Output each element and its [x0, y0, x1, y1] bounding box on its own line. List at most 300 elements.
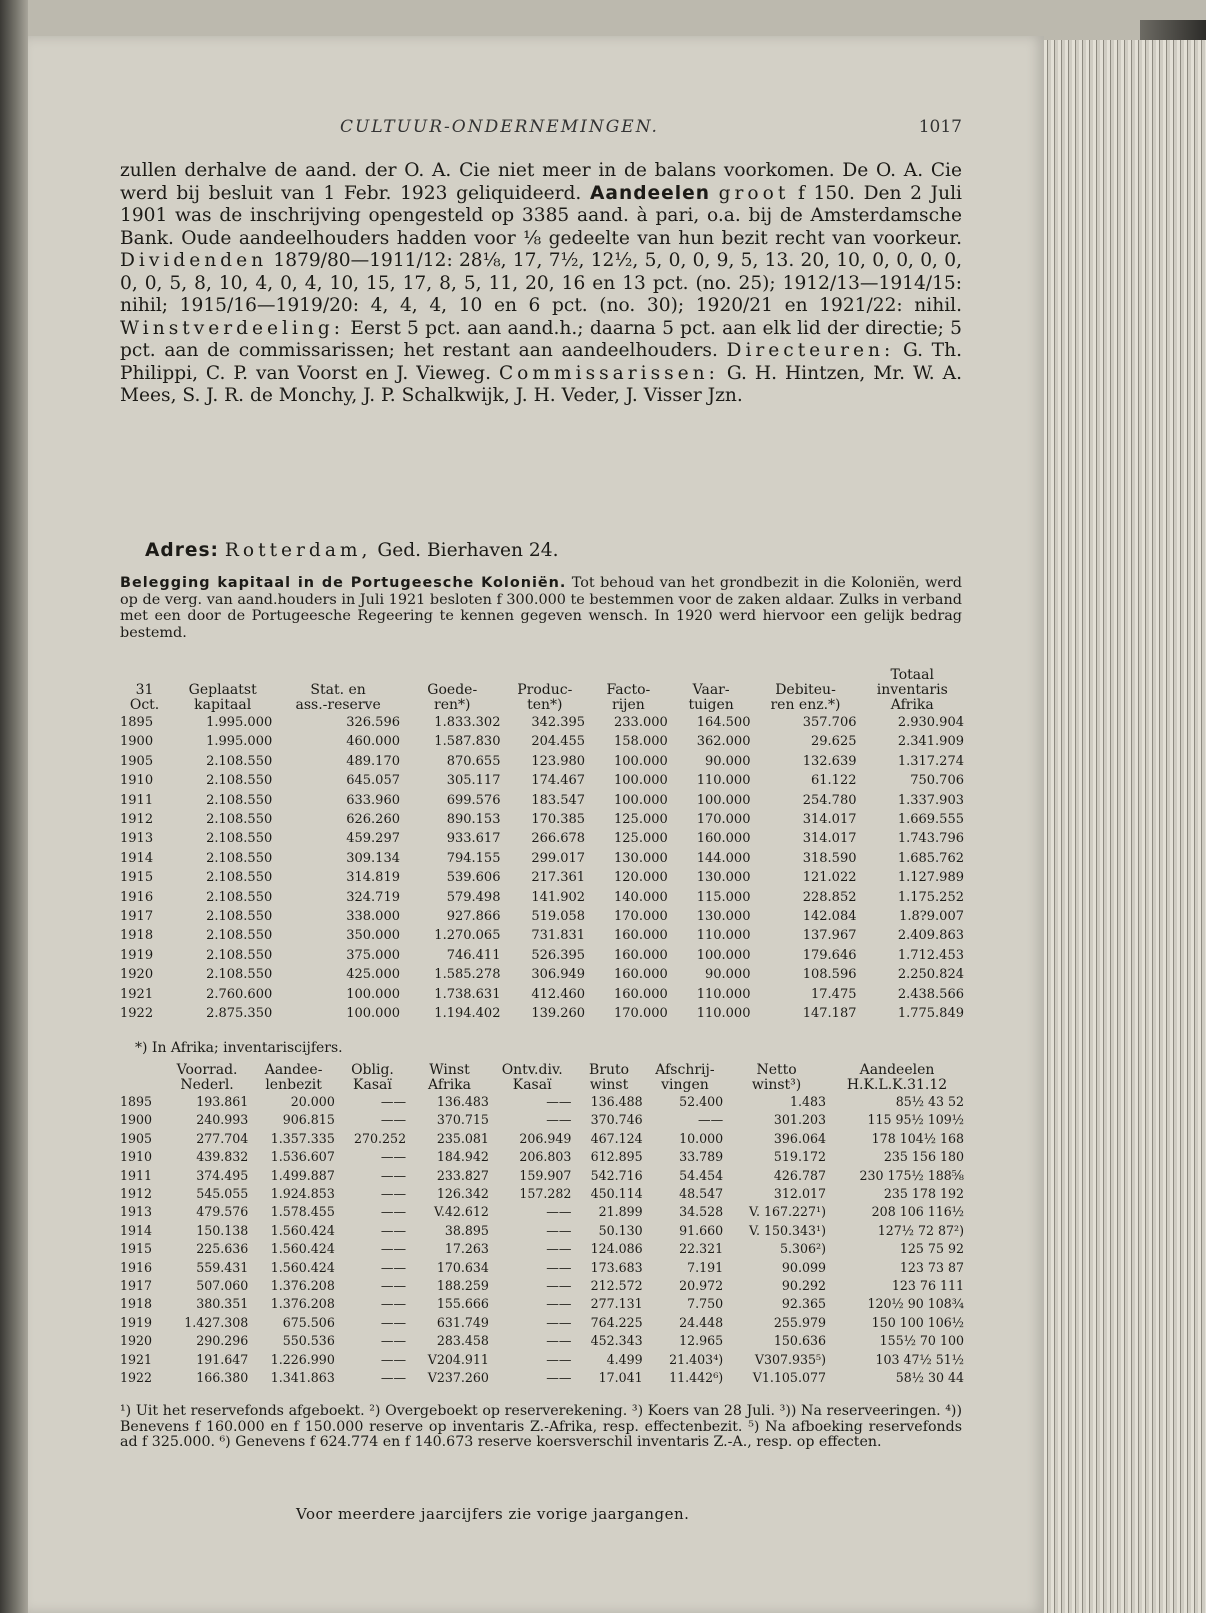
table-cell: 121.022 — [802, 870, 857, 886]
table-cell: V. 150.343¹) — [749, 1222, 826, 1238]
table-cell: 645.057 — [346, 773, 400, 789]
table-cell: 100.000 — [696, 947, 751, 963]
table-cell: 1.995.000 — [206, 715, 273, 730]
table-cell: 48.547 — [679, 1186, 724, 1202]
table-cell: 159.907 — [519, 1167, 572, 1183]
table-cell: —— — [546, 1370, 572, 1386]
table-cell: 764.225 — [590, 1314, 643, 1330]
table-cell: —— — [546, 1333, 572, 1349]
table-cell: 426.787 — [773, 1167, 826, 1183]
investment-note — [120, 575, 962, 641]
table-row — [118, 1332, 966, 1350]
table-cell: 90.000 — [704, 967, 751, 983]
running-title: CULTUUR-ONDERNEMINGEN. — [340, 117, 659, 137]
table-cell: 277.131 — [590, 1296, 643, 1312]
table-cell: 450.114 — [590, 1186, 643, 1202]
column-header — [573, 1063, 644, 1093]
table-cell: 29.625 — [811, 734, 857, 750]
text-segment: f 150. Den 2 Juli 1901 was de inschrijving opengesteld op 3385 aand. à pari, o.a. bij de Amsterdamsche Bank. Oude aandeelhouders hadden voor ⅛ gedeelte van hun bezit recht van voorkeur. — [120, 182, 963, 249]
table-cell: 7.191 — [687, 1259, 724, 1275]
table-cell: 38.895 — [444, 1222, 489, 1238]
table-cell: 794.155 — [446, 850, 501, 866]
column-header-line: Bruto — [589, 1062, 630, 1078]
table-cell: 1.8?9.007 — [899, 909, 964, 925]
results-table-body — [118, 1093, 966, 1388]
table-cell: 21.899 — [598, 1204, 643, 1220]
table-cell: 235 156 180 — [883, 1149, 964, 1165]
table-cell: 130.000 — [614, 850, 668, 866]
table-cell: 326.596 — [346, 715, 400, 730]
column-header-line: Geplaatst — [188, 682, 257, 698]
column-header — [491, 1063, 574, 1093]
column-header-line: 31 — [135, 682, 154, 698]
table-cell: 545.055 — [196, 1186, 249, 1202]
table-cell: 906.815 — [282, 1112, 335, 1128]
table-cell: 2.108.550 — [206, 967, 273, 983]
year-cell: 1922 — [120, 1370, 153, 1386]
table-cell: 2.108.550 — [206, 812, 273, 828]
column-header-line: Facto- — [606, 682, 651, 698]
column-header-line: lenbezit — [265, 1077, 322, 1093]
table-cell: 1.376.208 — [270, 1278, 335, 1294]
address-city: Rotterdam, — [224, 540, 372, 561]
table-cell: 2.108.550 — [206, 773, 273, 789]
table-cell: 270.252 — [354, 1130, 407, 1146]
table-cell: 2.108.550 — [206, 753, 273, 769]
table-cell: 233.827 — [436, 1167, 489, 1183]
table-cell: 58½ 30 44 — [895, 1370, 964, 1386]
table-cell: 123 73 87 — [899, 1259, 964, 1275]
table-row — [118, 1369, 966, 1387]
table-cell: 750.706 — [910, 773, 964, 789]
table-cell: 1.536.607 — [270, 1149, 335, 1165]
table-cell: —— — [380, 1296, 407, 1312]
table-cell: —— — [380, 1204, 407, 1220]
table-cell: 489.170 — [346, 753, 400, 769]
table-cell: 362.000 — [696, 734, 751, 750]
table-row — [118, 1222, 966, 1240]
column-header-line: rijen — [612, 697, 645, 713]
table-cell: 2.108.550 — [206, 909, 273, 925]
table-cell: 1.712.453 — [897, 947, 964, 963]
table-cell: 1.427.308 — [184, 1314, 249, 1330]
table-cell: 160.000 — [614, 928, 668, 944]
table-cell: 870.655 — [446, 753, 501, 769]
column-header-line: Oct. — [129, 697, 160, 713]
table-cell: 90.292 — [781, 1278, 826, 1294]
table-cell: 228.852 — [802, 889, 857, 905]
investment-heading: Belegging kapitaal in de Portugeesche Koloniën. — [120, 575, 567, 591]
aandeelen-label: Aandeelen — [590, 182, 710, 204]
column-header — [859, 668, 967, 713]
commissarissen-label: Commissarissen: — [498, 362, 719, 384]
column-header — [118, 1063, 164, 1093]
table-cell: 179.646 — [802, 947, 857, 963]
table-cell: 675.506 — [282, 1314, 335, 1330]
table-cell: 1.357.335 — [270, 1130, 335, 1146]
text-segment: 1879/80—1911/12: 28⅛, 17, 7½, 12½, 5, 0, 0, 9, 5, 13. 20, 10, 0, 0, 0, 0, 0, 0, 5, 8, 10, 4, 0, 4, 10, 15, 17, 8, 5, 11, 20, 16 en 13 pct. (no. 25); 1912/13—1914/15: nihil; 1915/16—1919/20: 4, 4, 4, 10 en 6 pct. (no. 30); 1920/21 en 1921/22: nihil. — [120, 250, 962, 316]
table-cell: 254.780 — [802, 792, 857, 808]
table-cell: 170.385 — [531, 812, 586, 828]
year-cell: 1913 — [120, 1204, 153, 1220]
text-segment: G. H. Hintzen, Mr. W. A. Mees, S. J. R. de Monchy, J. P. Schalkwijk, J. H. Veder, J. Visser Jzn. — [120, 362, 962, 406]
column-header-line: Aandee- — [264, 1062, 323, 1078]
table-cell: 125.000 — [614, 831, 668, 847]
table-cell: V204.911 — [427, 1351, 489, 1367]
table-cell: 255.979 — [773, 1314, 826, 1330]
table-cell: 396.064 — [773, 1130, 826, 1146]
table-cell: 305.117 — [446, 773, 501, 789]
table-cell: 1.560.424 — [270, 1259, 335, 1275]
table-cell: 1.175.252 — [897, 889, 964, 905]
table-cell: 142.084 — [802, 909, 857, 925]
table-cell: 90.099 — [781, 1259, 826, 1275]
table-cell: 314.819 — [346, 870, 400, 886]
table-cell: 1.317.274 — [897, 753, 964, 769]
table-row — [118, 1203, 966, 1221]
table-row — [118, 713, 966, 732]
table-cell: 90.000 — [704, 753, 751, 769]
column-header-line: Afrika — [890, 697, 934, 713]
table-cell: 157.282 — [519, 1186, 572, 1202]
table-cell: 460.000 — [346, 734, 400, 750]
column-header-line: Vaar- — [692, 682, 730, 698]
table-cell: 370.715 — [436, 1112, 489, 1128]
table-cell: 230 175½ 188⅝ — [859, 1167, 964, 1183]
table-row — [118, 1259, 966, 1277]
running-header — [120, 117, 962, 145]
table-cell: 374.495 — [196, 1167, 249, 1183]
table-cell: —— — [380, 1149, 407, 1165]
table-cell: 137.967 — [802, 928, 857, 944]
text-segment: G. Th. Philippi, C. P. van Voorst en J. Vieweg. — [120, 340, 962, 384]
table-row — [118, 1277, 966, 1295]
table-cell: 100.000 — [614, 753, 668, 769]
table-cell: 412.460 — [531, 986, 586, 1002]
table-cell: 50.130 — [598, 1222, 643, 1238]
table-cell: 626.260 — [346, 812, 400, 828]
table-cell: 164.500 — [696, 715, 751, 730]
table-cell: 927.866 — [446, 909, 501, 925]
table-cell: 204.455 — [531, 734, 586, 750]
year-cell: 1905 — [120, 1130, 153, 1146]
column-header — [752, 668, 858, 713]
table-cell: 324.719 — [346, 889, 400, 905]
table-cell: 115.000 — [696, 889, 751, 905]
table-row — [118, 1167, 966, 1185]
table-cell: 110.000 — [696, 773, 751, 789]
table-row — [118, 829, 966, 848]
table-cell: —— — [697, 1112, 724, 1128]
column-header-line: Kasaï — [512, 1077, 552, 1093]
table-cell: 1.270.065 — [434, 928, 501, 944]
table-cell: 1.499.887 — [270, 1167, 335, 1183]
table-cell: 1.738.631 — [434, 986, 501, 1002]
year-cell: 1911 — [120, 1167, 153, 1183]
column-header-line: Produc- — [517, 682, 573, 698]
table-cell: 108.596 — [802, 967, 857, 983]
table-row — [118, 868, 966, 887]
table-row — [118, 1185, 966, 1203]
table-cell: 731.831 — [531, 928, 586, 944]
year-cell: 1911 — [120, 792, 154, 808]
investment-text: Tot behoud van het grondbezit in die Koloniën, werd op de verg. van aand.houders in Juli 1921 besloten f 300.000 te bestemmen voor de zaken aldaar. Zulks in verband met een door de Portugeesche Regeering te kennen gegeven wensch. In 1920 werd hiervoor een gelijk bedrag bestemd. — [120, 575, 962, 641]
table-cell: 34.528 — [679, 1204, 724, 1220]
year-cell: 1919 — [120, 1314, 153, 1330]
table-cell: 309.134 — [346, 850, 400, 866]
table-cell: 519.058 — [531, 909, 586, 925]
table-cell: 61.122 — [811, 773, 857, 789]
table-cell: 217.361 — [531, 870, 586, 886]
table-cell: 299.017 — [531, 850, 586, 866]
dividenden-label: Dividenden — [120, 250, 268, 271]
table-row — [118, 1093, 966, 1111]
table-cell: —— — [380, 1259, 407, 1275]
table-cell: 283.458 — [436, 1333, 489, 1349]
results-table — [118, 1063, 966, 1388]
table-cell: 314.017 — [802, 831, 857, 847]
footnote-text: ¹) Uit het reservefonds afgeboekt. ²) Overgeboekt op reserverekening. ³) Koers van 28 Juli. ³)) Na reserveeringen. ⁴)) Benevens f 160.000 en f 150.000 reserve op inventaris Z.-Afrika, resp. effectenbezit. ⁵) Na afboeking reservefonds ad f 325.000. ⁶) Genevens f 624.774 en f 140.673 reserve koersverschil inventaris Z.-A., resp. op effecten. — [120, 1403, 962, 1450]
table-cell: 21.403⁴) — [669, 1351, 724, 1367]
table-row — [118, 985, 966, 1004]
year-cell: 1912 — [120, 1186, 153, 1202]
year-cell: 1917 — [120, 1278, 153, 1294]
table-cell: 890.153 — [446, 812, 501, 828]
table-cell: 375.000 — [346, 947, 400, 963]
inventory-table — [118, 668, 966, 1024]
table-row — [118, 1148, 966, 1166]
table-cell: 136.483 — [436, 1094, 489, 1109]
table-cell: —— — [546, 1296, 572, 1312]
table-cell: 125.000 — [614, 812, 668, 828]
column-header — [587, 668, 670, 713]
table-cell: 193.861 — [196, 1094, 249, 1109]
table-cell: 20.972 — [679, 1278, 724, 1294]
column-header — [164, 1063, 251, 1093]
table-cell: 1.585.278 — [434, 967, 501, 983]
table-cell: —— — [546, 1314, 572, 1330]
table-cell: 115 95½ 109½ — [867, 1112, 964, 1128]
table-cell: 1.587.830 — [434, 734, 501, 750]
table-cell: 1.578.455 — [270, 1204, 335, 1220]
table-cell: 110.000 — [696, 928, 751, 944]
table-cell: 170.634 — [436, 1259, 489, 1275]
table-cell: 459.297 — [346, 831, 400, 847]
results-footnotes — [120, 1404, 962, 1451]
column-header-line: winst — [589, 1077, 629, 1093]
column-header-line: Oblig. — [351, 1062, 394, 1078]
table-cell: 206.949 — [519, 1130, 572, 1146]
table-cell: 2.875.350 — [206, 1006, 273, 1022]
year-cell: 1910 — [120, 773, 154, 789]
table-cell: V237.260 — [427, 1370, 489, 1386]
table-cell: 2.250.824 — [897, 967, 964, 983]
table-cell: V.42.612 — [433, 1204, 489, 1220]
table-cell: 166.380 — [196, 1370, 249, 1386]
year-cell: 1918 — [120, 1296, 153, 1312]
table-cell: 2.930.904 — [897, 715, 964, 730]
year-cell: 1921 — [120, 1351, 153, 1367]
table-cell: 33.789 — [679, 1149, 724, 1165]
table-cell: 425.000 — [346, 967, 400, 983]
inventory-table-body — [118, 713, 966, 1024]
table-cell: 266.678 — [531, 831, 586, 847]
year-cell: 1920 — [120, 1333, 153, 1349]
table-cell: —— — [380, 1278, 407, 1294]
table-cell: 1.483 — [789, 1094, 826, 1109]
table-row — [118, 1351, 966, 1369]
table-cell: 301.203 — [773, 1112, 826, 1128]
table-cell: —— — [380, 1333, 407, 1349]
table-cell: —— — [380, 1112, 407, 1128]
year-cell: 1915 — [120, 870, 154, 886]
table-cell: 160.000 — [614, 967, 668, 983]
table-cell: —— — [546, 1278, 572, 1294]
table-cell: —— — [380, 1167, 407, 1183]
column-header-line: Goede- — [427, 682, 478, 698]
page-edges — [1044, 40, 1206, 1613]
table-cell: 52.400 — [679, 1094, 724, 1109]
table-row — [118, 946, 966, 965]
table-cell: 1.226.990 — [270, 1351, 335, 1367]
column-header — [670, 668, 753, 713]
table-cell: 139.260 — [531, 1006, 586, 1022]
column-header — [408, 1063, 491, 1093]
table-cell: 479.576 — [196, 1204, 249, 1220]
table-cell: 612.895 — [590, 1149, 643, 1165]
table-cell: 12.965 — [679, 1333, 724, 1349]
table-cell: 144.000 — [696, 850, 751, 866]
table-cell: 208 106 116½ — [871, 1204, 964, 1220]
table-cell: 452.343 — [590, 1333, 643, 1349]
table-row — [118, 791, 966, 810]
table-row — [118, 926, 966, 945]
column-header — [171, 668, 274, 713]
table-cell: 370.746 — [590, 1112, 643, 1128]
table-cell: 314.017 — [802, 812, 857, 828]
year-cell: 1919 — [120, 947, 154, 963]
table-cell: 85½ 43 52 — [895, 1094, 964, 1109]
table-cell: 191.647 — [196, 1351, 249, 1367]
book-spine — [0, 0, 28, 1613]
table-cell: 24.448 — [679, 1314, 724, 1330]
table-cell: 11.442⁶) — [669, 1370, 724, 1386]
table-cell: 141.902 — [531, 889, 586, 905]
year-cell: 1913 — [120, 831, 154, 847]
column-header — [250, 1063, 337, 1093]
table-cell: 631.749 — [436, 1314, 489, 1330]
column-header-line: Netto — [756, 1062, 797, 1078]
table-cell: 7.750 — [687, 1296, 724, 1312]
column-header-line: ten*) — [527, 697, 563, 713]
table-cell: —— — [546, 1112, 572, 1128]
table-cell: 1.743.796 — [897, 831, 964, 847]
table-cell: 746.411 — [446, 947, 501, 963]
table-cell: 150 100 106½ — [871, 1314, 964, 1330]
year-cell: 1914 — [120, 850, 154, 866]
table-cell: 342.395 — [531, 715, 586, 730]
table-cell: —— — [380, 1370, 407, 1386]
winstverdeeling-label: Winstverdeeling: — [120, 317, 345, 339]
table-cell: 120½ 90 108¾ — [867, 1296, 964, 1312]
table-row — [118, 1130, 966, 1148]
column-header-line: ren*) — [434, 697, 471, 713]
table-cell: 633.960 — [346, 792, 400, 808]
inventory-footnote: *) In Afrika; inventariscijfers. — [135, 1040, 343, 1056]
table-cell: 91.660 — [679, 1222, 724, 1238]
table-cell: 1.833.302 — [434, 715, 501, 730]
table-cell: 17.475 — [811, 986, 857, 1002]
table-cell: 2.108.550 — [206, 928, 273, 944]
table-cell: 1.194.402 — [434, 1006, 501, 1022]
table-cell: 92.365 — [781, 1296, 826, 1312]
table-cell: 312.017 — [773, 1186, 826, 1202]
table-cell: —— — [380, 1186, 407, 1202]
column-header — [402, 668, 502, 713]
table-cell: 1.337.903 — [897, 792, 964, 808]
table-cell: 160.000 — [614, 947, 668, 963]
table-cell: 170.000 — [614, 909, 668, 925]
table-cell: 100.000 — [346, 986, 400, 1002]
table-cell: 240.993 — [196, 1112, 249, 1128]
table-cell: 1.560.424 — [270, 1222, 335, 1238]
year-cell: 1916 — [120, 889, 154, 905]
column-header-line: Debiteu- — [775, 682, 836, 698]
table-cell: 1.775.849 — [897, 1006, 964, 1022]
table-cell: 539.606 — [446, 870, 501, 886]
table-cell: 155.666 — [436, 1296, 489, 1312]
table-cell: 188.259 — [436, 1278, 489, 1294]
column-header-line: Aandeelen — [859, 1062, 935, 1078]
year-cell: 1915 — [120, 1241, 153, 1257]
column-header-line: Kasaï — [353, 1077, 392, 1093]
column-header-line: vingen — [661, 1077, 709, 1093]
table-cell: 1.127.989 — [897, 870, 964, 886]
company-description — [120, 160, 962, 408]
table-cell: 233.000 — [614, 715, 668, 730]
table-cell: —— — [546, 1094, 572, 1109]
table-cell: V307.935⁵) — [754, 1351, 826, 1367]
table-cell: 103 47½ 51½ — [875, 1351, 964, 1367]
table-row — [118, 849, 966, 868]
table-row — [118, 771, 966, 790]
table-row — [118, 810, 966, 829]
table-cell: 439.832 — [196, 1149, 249, 1165]
table-cell: —— — [546, 1241, 572, 1257]
table-cell: 160.000 — [696, 831, 751, 847]
table-cell: 100.000 — [614, 792, 668, 808]
year-cell: 1914 — [120, 1222, 153, 1238]
table-cell: 579.498 — [446, 889, 501, 905]
table-cell: 5.306²) — [779, 1241, 826, 1257]
year-cell: 1917 — [120, 909, 154, 925]
groot-label: groot — [718, 182, 790, 204]
year-cell: 1900 — [120, 1112, 153, 1128]
table-cell: 4.499 — [606, 1351, 643, 1367]
table-cell: —— — [546, 1222, 572, 1238]
table-row — [118, 752, 966, 771]
text-segment: Eerst 5 pct. aan aand.h.; daarna 5 pct. aan elk lid der directie; 5 pct. aan de commissarissen; het restant aan aandeelhouders. — [120, 317, 962, 361]
column-header-line: tuigen — [688, 697, 734, 713]
table-cell: —— — [546, 1259, 572, 1275]
table-cell: 350.000 — [346, 928, 400, 944]
table-cell: 1.341.863 — [270, 1370, 335, 1386]
table-cell: 559.431 — [196, 1259, 249, 1275]
table-cell: 338.000 — [346, 909, 400, 925]
address-line — [145, 540, 559, 561]
year-cell: 1922 — [120, 1006, 154, 1022]
column-header-line: ass.-reserve — [295, 697, 381, 713]
